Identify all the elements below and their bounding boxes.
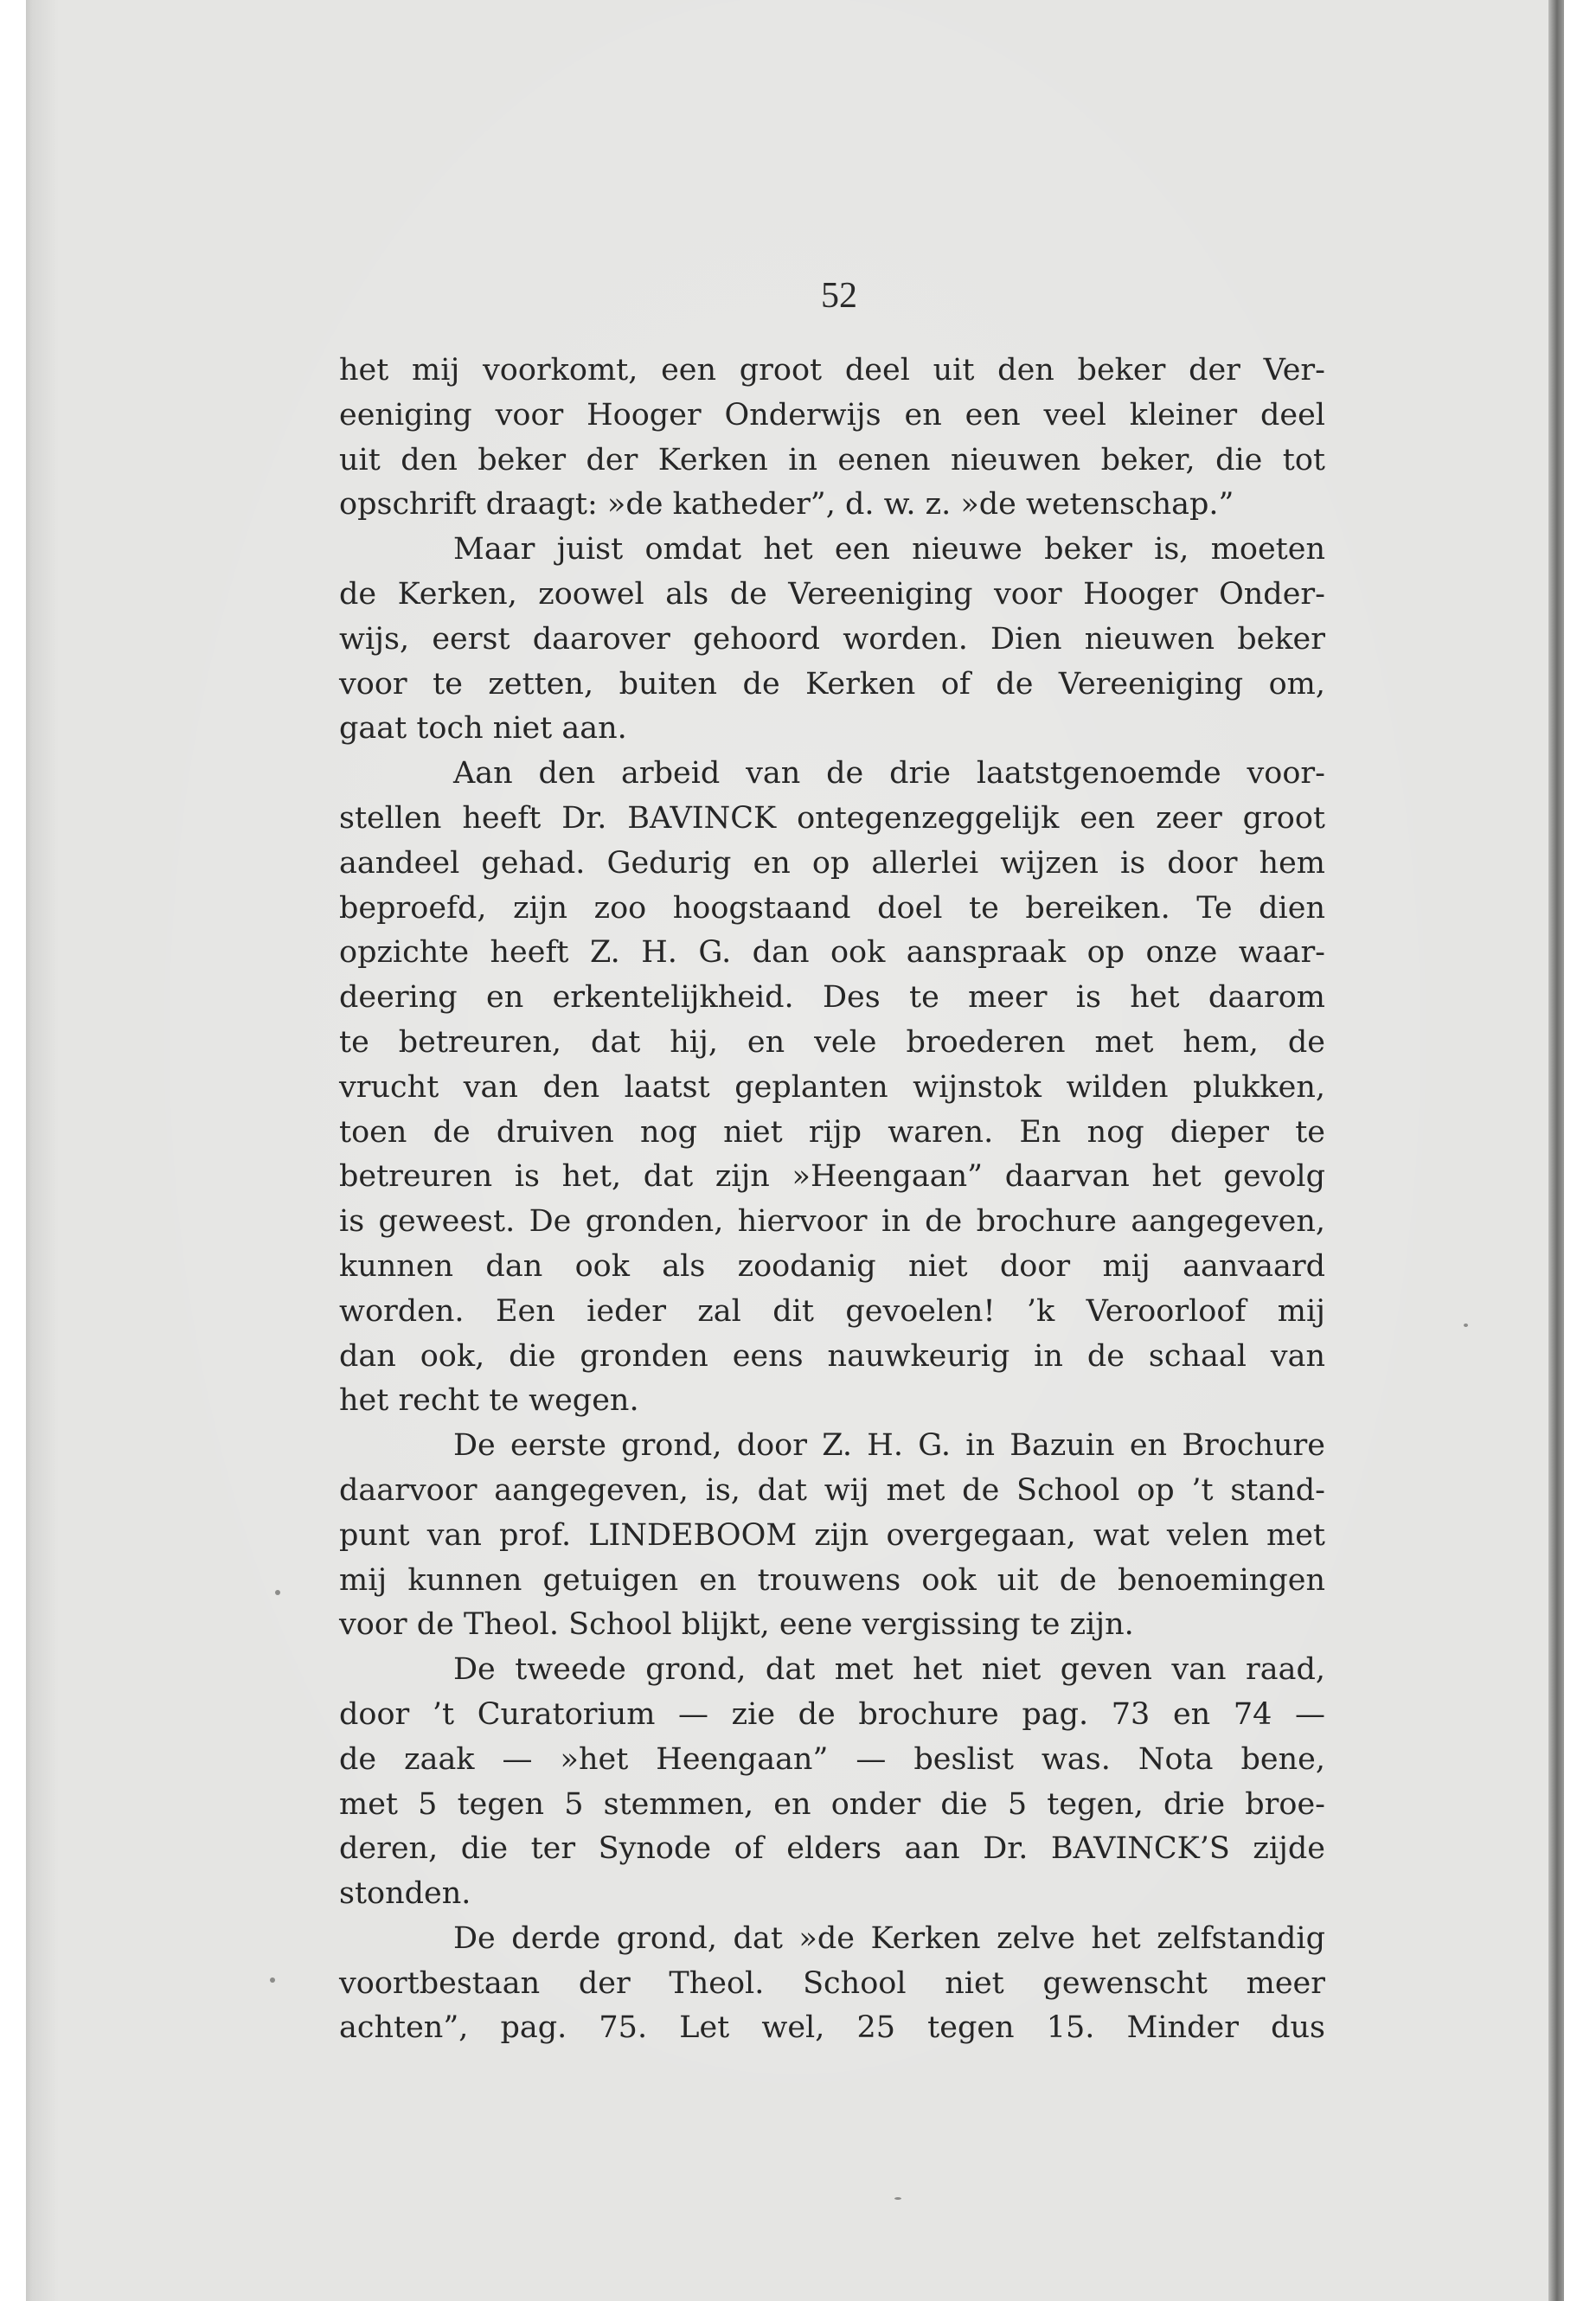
- text-line: eeniging voor Hooger Onderwijs en een veel kleiner deel: [339, 397, 1325, 433]
- text-line: toen de druiven nog niet rijp waren. En nog dieper te: [339, 1114, 1325, 1150]
- text-line: betreuren is het, dat zijn »Heengaan” daarvan het gevolg: [339, 1159, 1325, 1195]
- text-line: Aan den arbeid van de drie laatstgenoemde voor-: [453, 756, 1325, 792]
- text-line: wijs, eerst daarover gehoord worden. Dien nieuwen beker: [339, 621, 1325, 657]
- paper-speck: [1464, 1324, 1468, 1327]
- text-line: dan ook, die gronden eens nauwkeurig in de schaal van: [339, 1338, 1325, 1374]
- text-line: De eerste grond, door Z. H. G. in Bazuin en Brochure: [453, 1428, 1325, 1464]
- text-line: deren, die ter Synode of elders aan Dr. BAVINCK’S zijde: [339, 1831, 1325, 1867]
- text-line: voortbestaan der Theol. School niet gewenscht meer: [339, 1965, 1325, 2001]
- text-line: aandeel gehad. Gedurig en op allerlei wijzen is door hem: [339, 845, 1325, 881]
- body-text: [339, 349, 1325, 2051]
- text-line: het recht te wegen.: [339, 1383, 639, 1419]
- text-line: met 5 tegen 5 stemmen, en onder die 5 tegen, drie broe-: [339, 1786, 1325, 1822]
- text-line: de zaak — »het Heengaan” — beslist was. Nota bene,: [339, 1741, 1325, 1777]
- text-line: Maar juist omdat het een nieuwe beker is, moeten: [453, 532, 1325, 567]
- paper-speck: [894, 2197, 901, 2200]
- text-line: daarvoor aangegeven, is, dat wij met de School op ’t stand-: [339, 1472, 1325, 1508]
- text-line: punt van prof. LINDEBOOM zijn overgegaan, wat velen met: [339, 1517, 1325, 1553]
- text-line: gaat toch niet aan.: [339, 711, 627, 747]
- text-line: De derde grond, dat »de Kerken zelve het zelfstandig: [453, 1920, 1325, 1956]
- paper-speck: [275, 1590, 280, 1595]
- book-spine-shadow: [1548, 0, 1564, 2301]
- text-line: achten”, pag. 75. Let wel, 25 tegen 15. Minder dus: [339, 2010, 1325, 2046]
- paper-speck: [270, 1977, 275, 1983]
- text-line: De tweede grond, dat met het niet geven van raad,: [453, 1652, 1325, 1688]
- text-line: uit den beker der Kerken in eenen nieuwen beker, die tot: [339, 442, 1325, 478]
- text-line: te betreuren, dat hij, en vele broederen met hem, de: [339, 1024, 1325, 1060]
- text-line: beproefd, zijn zoo hoogstaand doel te bereiken. Te dien: [339, 890, 1325, 926]
- text-line: opzichte heeft Z. H. G. dan ook aanspraak op onze waar-: [339, 935, 1325, 971]
- text-line: deering en erkentelijkheid. Des te meer is het daarom: [339, 980, 1325, 1016]
- text-line: stellen heeft Dr. BAVINCK ontegenzeggelijk een zeer groot: [339, 800, 1325, 836]
- text-line: stonden.: [339, 1876, 471, 1912]
- text-line: opschrift draagt: »de katheder”, d. w. z. »de wetenschap.”: [339, 487, 1234, 522]
- text-line: voor te zetten, buiten de Kerken of de Vereeniging om,: [339, 666, 1325, 702]
- text-line: vrucht van den laatst geplanten wijnstok wilden plukken,: [339, 1069, 1325, 1105]
- page-number: 52: [821, 276, 857, 316]
- text-line: de Kerken, zoowel als de Vereeniging voor Hooger Onder-: [339, 576, 1325, 612]
- text-line: mij kunnen getuigen en trouwens ook uit de benoemingen: [339, 1562, 1325, 1598]
- text-line: door ’t Curatorium — zie de brochure pag. 73 en 74 —: [339, 1696, 1325, 1732]
- text-line: worden. Een ieder zal dit gevoelen! ’k Veroorloof mij: [339, 1293, 1325, 1329]
- text-line: voor de Theol. School blijkt, eene vergissing te zijn.: [339, 1607, 1134, 1643]
- text-line: het mij voorkomt, een groot deel uit den beker der Ver-: [339, 353, 1325, 388]
- text-line: kunnen dan ook als zoodanig niet door mij aanvaard: [339, 1248, 1325, 1284]
- text-line: is geweest. De gronden, hiervoor in de brochure aangegeven,: [339, 1204, 1325, 1240]
